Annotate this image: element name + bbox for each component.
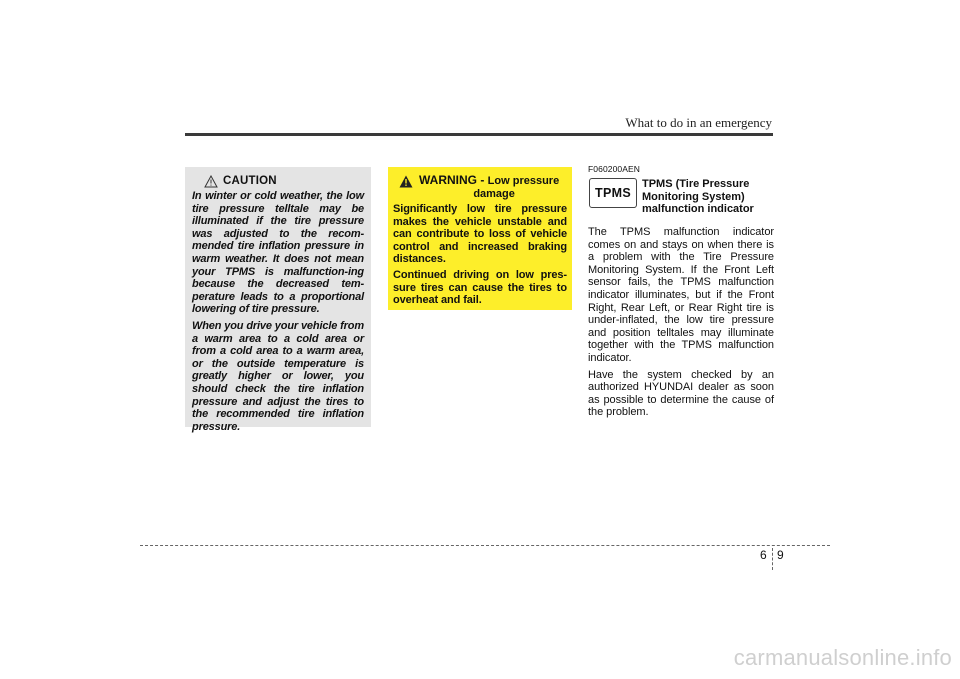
caution-header [192,174,364,188]
caution-triangle-icon [204,175,218,188]
warning-subtitle-cont: damage [473,187,515,200]
warning-triangle-icon [399,175,413,188]
watermark: carmanualsonline.info [733,645,952,670]
section-body [588,226,774,423]
section-title: What to do in an emergency [625,115,772,130]
caution-paragraph: In winter or cold weather, the low tire pressure telltale may be illuminated if the tire pressure was adjusted to the recom-mended tire inflation pressure in warm weather. It does not mean your TPMS is malfunction-ing because the decreased tem-perature leads to a proportional lowering of tire pressure. [192,190,364,316]
caution-title: CAUTION [223,175,277,187]
section-code: F060200AEN [588,164,641,174]
caution-paragraph: When you drive your vehicle from a warm area to a cold area or from a cold area to a warm area, or the outside temperature is greatly higher or lower, you should check the tire inflation pressure and adjust the tires to the recommended tire inflation pressure. [192,319,364,433]
indicator-label [642,178,774,216]
footer-rule [140,545,830,546]
warning-header [393,174,567,200]
header-rule [185,133,773,136]
tpms-indicator-icon: TPMS [589,178,637,208]
warning-title-group [419,174,559,200]
warning-title-dash: - [477,173,488,187]
indicator-label-line: malfunction indicator [642,203,754,216]
caution-box [185,167,371,433]
warning-paragraph: Significantly low tire pressure makes the vehicle unstable and can contribute to loss of vehicle control and increased braking distances. [393,203,567,266]
warning-box [388,167,572,310]
page-number-separator [772,548,773,570]
page-number: 9 [777,548,784,562]
indicator-label-line: TPMS (Tire Pressure [642,178,750,190]
warning-paragraph: Continued driving on low pres-sure tires can cause the tires to overheat and fail. [393,268,567,307]
body-paragraph: The TPMS malfunction indicator comes on and stays on when there is a problem with the Tire Pressure Monitoring System. If the Front Left sensor fails, the TPMS malfunction indicator illuminates, but if the Front Right, Rear Left, or Rear Right tire is under-inflated, the low tire pressure and position telltales may illuminate together with the TPMS malfunction indicator. [588,226,774,364]
indicator-label-line: Monitoring System) [642,190,745,203]
chapter-number: 6 [760,548,767,562]
warning-subtitle: Low pressure [487,175,560,187]
warning-title: WARNING [419,173,477,187]
body-paragraph: Have the system checked by an authorized HYUNDAI dealer as soon as possible to determine the cause of the problem. [588,368,774,419]
